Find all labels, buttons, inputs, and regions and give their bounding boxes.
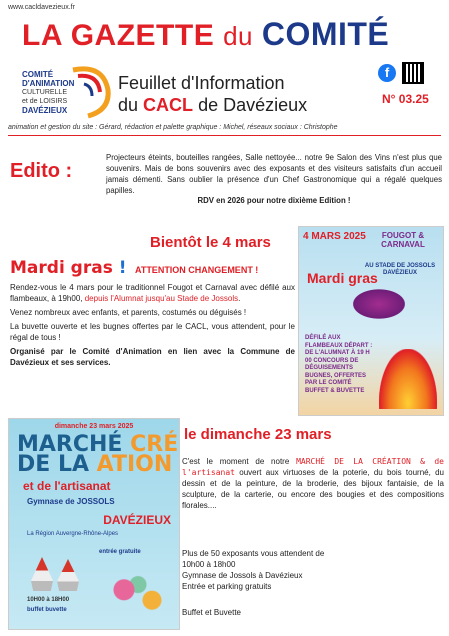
qr-code-icon	[402, 62, 424, 84]
credits-line: animation et gestion du site : Gérard, rédaction et palette graphique : Michel, réseaux sociaux : Christophe	[8, 124, 338, 131]
section1-p3: La buvette ouverte et les bugnes offertes par le CACL, vous attendent, pour le régal de tous !	[10, 322, 295, 342]
poster1-mardi: Mardi gras	[307, 270, 378, 286]
mardi-gras-label: Mardi gras !	[10, 258, 127, 278]
section2-body: C'est le moment de notre MARCHÉ DE LA CRÉATION & de l'artisanat ouvert aux virtuoses de la poterie, du bois tourné, du dessin et de la peinture, de la broderie, des bijoux fantaisie, de la sculpture, de la carterie, ou encore des bougies et des compositions florales....	[182, 457, 444, 510]
poster2-artisanat: et de l'artisanat	[23, 479, 111, 493]
section2-info	[182, 548, 444, 592]
feuillet-line2	[118, 94, 307, 116]
cacl-logo	[18, 62, 118, 122]
feuillet-cacl: CACL	[143, 95, 194, 115]
divider	[8, 135, 441, 136]
marche-poster	[8, 418, 180, 630]
poster2-region: La Région Auvergne-Rhône-Alpes	[27, 531, 119, 537]
edito-label: Edito :	[10, 160, 73, 182]
gnome-icon	[57, 559, 79, 591]
edito-text: Projecteurs éteints, bouteilles rangées, Salle nettoyée... notre 9e Salon des Vins n'est plus que souvenirs. Mais de bons souvenirs avec des exposants et des visiteurs satisfaits d'un accueil jamais démenti. Sans oublier la présence d'un Chef Gastronomique qui a régalé quelques papilles.	[106, 153, 442, 195]
logo-line4: et de LOISIRS	[22, 98, 68, 105]
issue-number: N° 03.25	[382, 92, 429, 106]
gazette-title-part3: COMITÉ	[261, 16, 390, 52]
fire-icon	[379, 349, 437, 409]
poster2-hours: 10H00 à 18H00	[27, 597, 70, 603]
feuillet-line1: Feuillet d'Information	[118, 73, 285, 93]
logo-text	[22, 70, 74, 115]
section2-buvette: Buffet et Buvette	[182, 608, 242, 617]
logo-line3: CULTURELLE	[22, 89, 67, 96]
section2-info3: Gymnase de Jossols à Davézieux	[182, 571, 303, 580]
section2-title: le dimanche 23 mars	[184, 426, 332, 443]
gnome-icon	[31, 557, 53, 591]
section1-body	[10, 282, 295, 371]
logo-line1: COMITÉ	[22, 70, 54, 79]
section2-info4: Entrée et parking gratuits	[182, 582, 272, 591]
facebook-icon[interactable]: f	[378, 64, 396, 82]
poster2-entree: entrée gratuite	[99, 549, 141, 555]
logo-line2: D'ANIMATION	[22, 79, 75, 88]
poster1-date: 4 MARS 2025	[303, 231, 366, 242]
poster2-date: dimanche 23 mars 2025	[54, 423, 134, 430]
section1-p1: Rendez-vous le 4 mars pour le traditionnel Fougot et Carnaval avec défilé aux flambeaux, à 19h00, depuis l'Alumnat jusqu'au Stade de Jossols.	[10, 283, 295, 303]
poster1-subtitle: AU STADE DE JOSSOLS DAVÉZIEUX	[364, 263, 436, 276]
section1-p2: Venez nombreux avec enfants, et parents, costumés ou déguisés !	[10, 308, 247, 317]
feuillet-rest: de Davézieux	[198, 95, 308, 115]
poster1-info: DÉFILÉ AUX FLAMBEAUX DÉPART : DE L'ALUMNAT À 19 H 00 CONCOURS DE DÉGUISEMENTS BUGNES, OFFERTES PAR LE COMITÉ BUFFET & BUVETTE	[305, 335, 373, 394]
carnaval-poster	[298, 226, 444, 416]
section1-title: Bientôt le 4 mars	[150, 234, 271, 251]
gazette-title-part2: du	[223, 21, 253, 51]
feuillet-du: du	[118, 95, 139, 115]
section1-p4: Organisé par le Comité d'Animation en lien avec la Commune de Davézieux et ses services.	[10, 347, 295, 367]
site-url[interactable]: www.cacldavezieux.fr	[8, 4, 75, 11]
edito-closing: RDV en 2026 pour notre dixième Edition !	[197, 196, 351, 205]
logo-line5: DAVÉZIEUX	[22, 106, 68, 115]
quilling-flowers-icon	[103, 569, 173, 621]
feuillet-title	[118, 72, 307, 116]
poster2-buvette: buffet buvette	[27, 607, 67, 613]
poster2-davezieux: DAVÉZIEUX	[103, 513, 171, 527]
section2-info1: Plus de 50 exposants vous attendent de	[182, 549, 325, 558]
carnival-mask-icon	[349, 287, 409, 321]
poster1-title: FOUGOT & CARNAVAL	[381, 231, 425, 249]
mardi-gras-heading	[10, 258, 258, 278]
gazette-title	[22, 16, 389, 53]
poster2-gym: Gymnase de JOSSOLS	[27, 497, 115, 506]
poster2-title: MARCHÉ CRÉ DE LA ATION	[17, 432, 179, 477]
attention-label: ATTENTION CHANGEMENT !	[134, 265, 259, 275]
gazette-title-part1: LA GAZETTE	[22, 19, 215, 52]
section2-info2: 10h00 à 18h00	[182, 560, 236, 569]
